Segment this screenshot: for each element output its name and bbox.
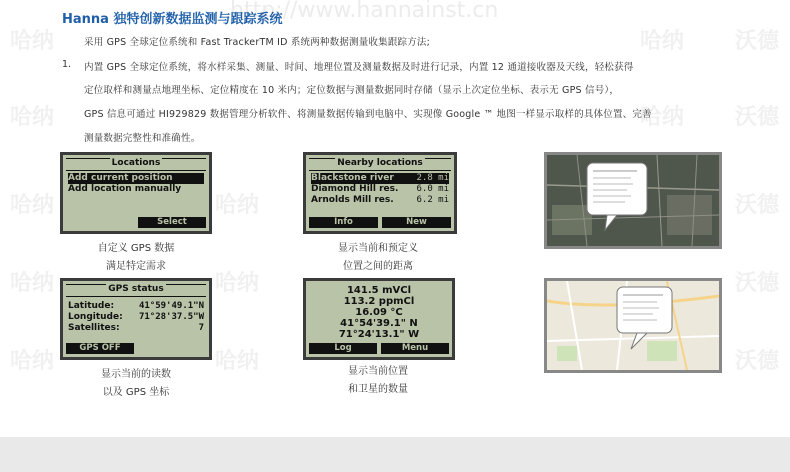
watermark-brand: 哈纳 xyxy=(215,349,260,374)
page-title: Hanna 独特创新数据监测与跟踪系统 xyxy=(62,12,283,27)
item-line-2: 定位取样和测量点地理坐标、定位精度在 10 米内；定位数据与测量数据同时存储（显示上次定位坐标、表示无 GPS 信号）， xyxy=(84,85,620,96)
watermark-url: http://www.hannainst.cn xyxy=(230,0,499,23)
footer-band xyxy=(0,437,790,472)
caption-position-satellites xyxy=(288,363,468,399)
watermark-brand: 哈纳 xyxy=(10,349,55,374)
watermark-brand: 哈纳 xyxy=(640,105,685,130)
latitude-value: 41°59'49.1"N xyxy=(138,301,204,311)
caption-gps-readings xyxy=(46,366,226,402)
lcd-locations xyxy=(60,152,212,234)
watermark-brand: 哈纳 xyxy=(640,29,685,54)
field-label: Latitude: xyxy=(68,301,115,311)
watermark-brand: 哈纳 xyxy=(10,193,55,218)
lcd-softkey-bar xyxy=(309,343,449,354)
gps-satellites-row xyxy=(68,323,204,334)
log-softkey[interactable]: Log xyxy=(309,343,377,354)
lcd-list-item[interactable] xyxy=(311,195,449,206)
caption-distance xyxy=(288,240,468,276)
watermark-brand: 哈纳 xyxy=(10,271,55,296)
caption-line: 显示当前和预定义 xyxy=(338,243,418,254)
lcd-header: GPS status xyxy=(66,284,206,297)
satellite-map-image xyxy=(544,152,722,249)
lcd-header: Nearby locations xyxy=(309,158,451,171)
reading-temperature: 16.09 °C xyxy=(355,307,403,318)
reading-latitude: 41°54'39.1" N xyxy=(340,318,418,329)
gps-longitude-row xyxy=(68,312,204,323)
item-number: 1. xyxy=(62,59,72,70)
field-label: Satellites: xyxy=(68,323,120,333)
location-name: Diamond Hill res. xyxy=(311,184,399,194)
select-softkey[interactable]: Select xyxy=(138,217,206,228)
watermark-brand: 沃德 xyxy=(735,349,780,374)
item-line-3: GPS 信息可通过 HI929829 数据管理分析软件、将测量数据传输到电脑中、实现像 Google ™ 地图一样显示取样的具体位置、完善 xyxy=(84,109,652,120)
lcd-softkey-bar xyxy=(66,217,206,228)
watermark-brand: 沃德 xyxy=(735,29,780,54)
reading-mv: 141.5 mVCl xyxy=(346,285,412,296)
menu-softkey[interactable]: Menu xyxy=(381,343,449,354)
intro-text: 采用 GPS 全球定位系统和 Fast TrackerTM ID 系统两种数据测量收集跟踪方法; xyxy=(84,37,431,48)
caption-line: 和卫星的数量 xyxy=(348,384,408,395)
caption-line: 位置之间的距离 xyxy=(343,261,413,272)
caption-custom-gps xyxy=(46,240,226,276)
watermark-brand: 沃德 xyxy=(735,271,780,296)
gps-latitude-row xyxy=(68,301,204,312)
watermark-brand: 哈纳 xyxy=(10,105,55,130)
softkey-right xyxy=(138,343,206,354)
info-softkey[interactable]: Info xyxy=(309,217,378,228)
satellites-value: 7 xyxy=(198,323,204,333)
lcd-menu-item[interactable]: Add current position xyxy=(68,173,204,184)
lcd-header: Locations xyxy=(66,158,206,171)
lcd-softkey-bar xyxy=(66,343,206,354)
street-map-graphic xyxy=(547,281,719,370)
caption-line: 自定义 GPS 数据 xyxy=(97,243,175,254)
lcd-nearby-locations xyxy=(303,152,457,234)
gps-off-softkey[interactable]: GPS OFF xyxy=(66,343,134,354)
location-distance: 2.8 mi xyxy=(416,173,449,183)
street-map-image xyxy=(544,278,722,373)
lcd-measurement xyxy=(303,278,455,360)
location-distance: 6.0 mi xyxy=(416,184,449,194)
softkey-left xyxy=(66,217,134,228)
location-distance: 6.2 mi xyxy=(416,195,449,205)
lcd-list-item[interactable] xyxy=(311,184,449,195)
lcd-softkey-bar xyxy=(309,217,451,228)
field-label: Longitude: xyxy=(68,312,123,322)
longitude-value: 71°28'37.5"W xyxy=(138,312,204,322)
reading-longitude: 71°24'13.1" W xyxy=(338,329,420,340)
lcd-menu-item[interactable]: Add location manually xyxy=(68,184,182,194)
watermark-brand: 哈纳 xyxy=(215,271,260,296)
satellite-map-graphic xyxy=(547,155,719,246)
watermark-brand: 哈纳 xyxy=(215,193,260,218)
watermark-brand: 沃德 xyxy=(735,105,780,130)
location-name: Blackstone river xyxy=(311,173,394,183)
item-line-1: 内置 GPS 全球定位系统，将水样采集、测量、时间、地理位置及测量数据及时进行记录，内置 12 通道接收器及天线，轻松获得 xyxy=(84,62,634,73)
item-line-4: 测量数据完整性和准确性。 xyxy=(84,133,201,144)
reading-ppm: 113.2 ppmCl xyxy=(343,296,415,307)
caption-line: 以及 GPS 坐标 xyxy=(102,387,170,398)
caption-line: 显示当前的读数 xyxy=(101,369,171,380)
new-softkey[interactable]: New xyxy=(382,217,451,228)
location-name: Arnolds Mill res. xyxy=(311,195,394,205)
watermark-brand: 哈纳 xyxy=(10,29,55,54)
lcd-gps-status xyxy=(60,278,212,360)
watermark-brand: 沃德 xyxy=(735,193,780,218)
caption-line: 显示当前位置 xyxy=(348,366,408,377)
lcd-list-item[interactable] xyxy=(311,173,449,184)
caption-line: 满足特定需求 xyxy=(106,261,166,272)
